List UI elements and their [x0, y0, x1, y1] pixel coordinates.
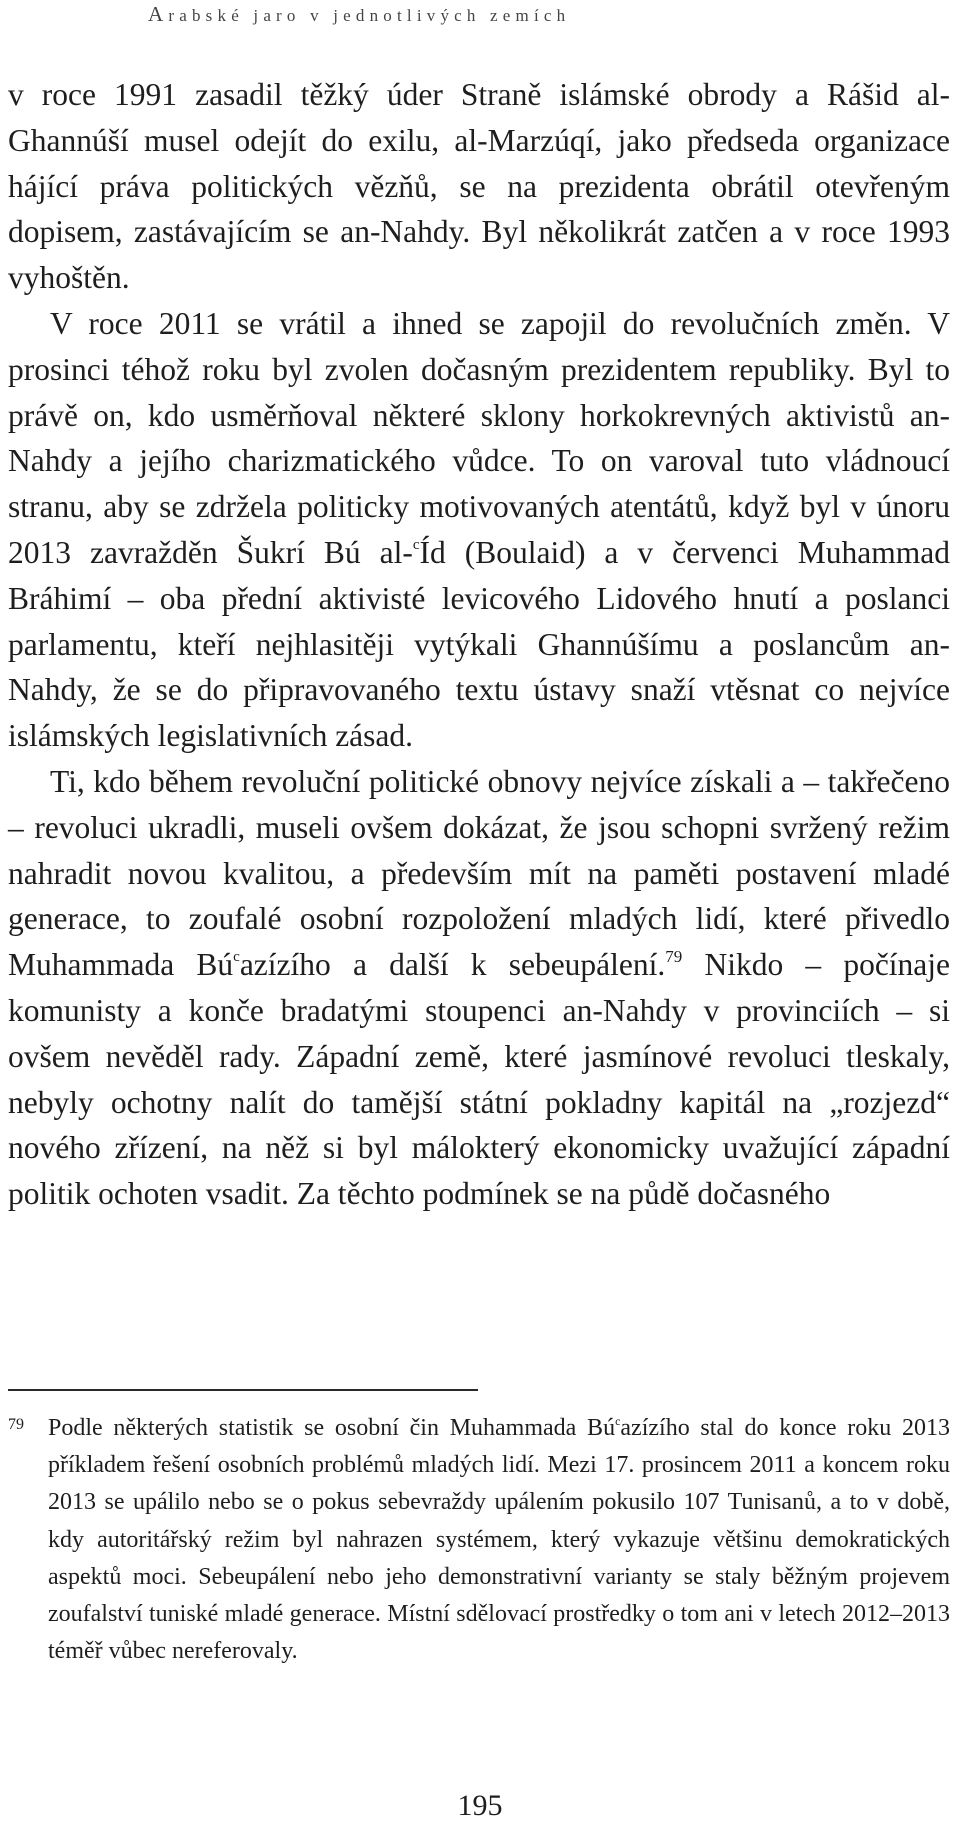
- page-number: 195: [457, 1789, 503, 1822]
- main-text: [8, 72, 950, 1217]
- footnote-text-a: Podle některých statistik se osobní čin Muhammada Bú: [48, 1415, 616, 1441]
- ayn-mark: c: [233, 949, 240, 966]
- footnote: [8, 1410, 950, 1670]
- running-head: [148, 2, 828, 27]
- running-head-text: rabské jaro v jednotlivých zemích: [168, 6, 571, 25]
- paragraph-1: v roce 1991 zasadil těžký úder Straně islámské obrody a Rášid al-Ghannúší musel odejít do exilu, al-Marzúqí, jako předseda organizace hájící práva politických vězňů, se na prezidenta obrátil otevřeným dopisem, zastávajícím se an-Nahdy. Byl několikrát zatčen a v roce 1993 vyhoštěn.: [8, 77, 950, 296]
- paragraph-3-part-b: azízího a další k sebeupálení.: [239, 947, 666, 983]
- paragraph-2-part-a: V roce 2011 se vrátil a ihned se zapojil do revolučních změn. V prosinci téhož roku byl zvolen dočasným prezidentem republiky. Byl to právě on, kdo usměrňoval některé sklony horkokrevných aktivistů an-Nahdy a jejího charizmatického vůdce. To on varoval tuto vládnoucí stranu, aby se zdržela politicky motivovaných atentátů, když byl v únoru 2013 zavražděn Šukrí Bú al-: [8, 305, 950, 570]
- footnote-text: [48, 1410, 950, 1670]
- footnote-separator: [8, 1389, 478, 1391]
- paragraph-3-part-c: Nikdo – počínaje komunisty a konče bradatými stoupenci an-Nahdy v provinciích – si ovšem nevěděl rady. Západní země, které jasmínové revoluci tleskaly, nebyly ochotny nalít do tamější státní pokladny kapitál na „rozjezd“ nového zřízení, na něž si byl málokterý ekonomicky uvažující západní politik ochoten vsadit. Za těchto podmínek se na půdě dočasného: [8, 947, 951, 1212]
- ayn-mark: c: [412, 536, 420, 553]
- paragraph-2: [8, 301, 950, 759]
- paragraph-2-part-b: Íd (Boulaid) a v červenci Muhammad Bráhimí – oba přední aktivisté levicového Lidového hnutí a poslanci parlamentu, kteří nejhlasitěji vytýkali Ghannúšímu a poslancům an-Nahdy, že se do připravovaného textu ústavy snaží vtěsnat co nejvíce islámských legislativních zásad.: [8, 534, 950, 754]
- footnote-text-b: azízího stal do konce roku 2013 příkladem řešení osobních problémů mladých lidí. Mezi 17. prosincem 2011 a koncem roku 2013 se upálilo nebo se o pokus sebevraždy upálením pokusilo 107 Tunisanů, a to v době, kdy autoritářský režim byl nahrazen systémem, který vykazuje většinu demokratických aspektů moci. Sebeupálení nebo jeho demonstrativní varianty se staly běžným projevem zoufalství tuniské mladé generace. Místní sdělovací prostředky o tom ani v letech 2012–2013 téměř vůbec nereferovaly.: [48, 1415, 951, 1665]
- paragraph-3-part-a: Ti, kdo během revoluční politické obnovy nejvíce získali a – takřečeno – revoluci ukradli, museli ovšem dokázat, že jsou schopni svržený režim nahradit novou kvalitou, a především mít na paměti postavení mladé generace, to zoufalé osobní rozpoložení mladých lidí, které přivedlo Muhammada Bú: [8, 763, 950, 983]
- footnote-number: 79: [8, 1416, 24, 1433]
- footnote-reference[interactable]: 79: [665, 947, 683, 967]
- paragraph-3: [8, 759, 950, 1217]
- running-head-initial: A: [148, 2, 169, 26]
- ayn-mark: c: [615, 1414, 621, 1428]
